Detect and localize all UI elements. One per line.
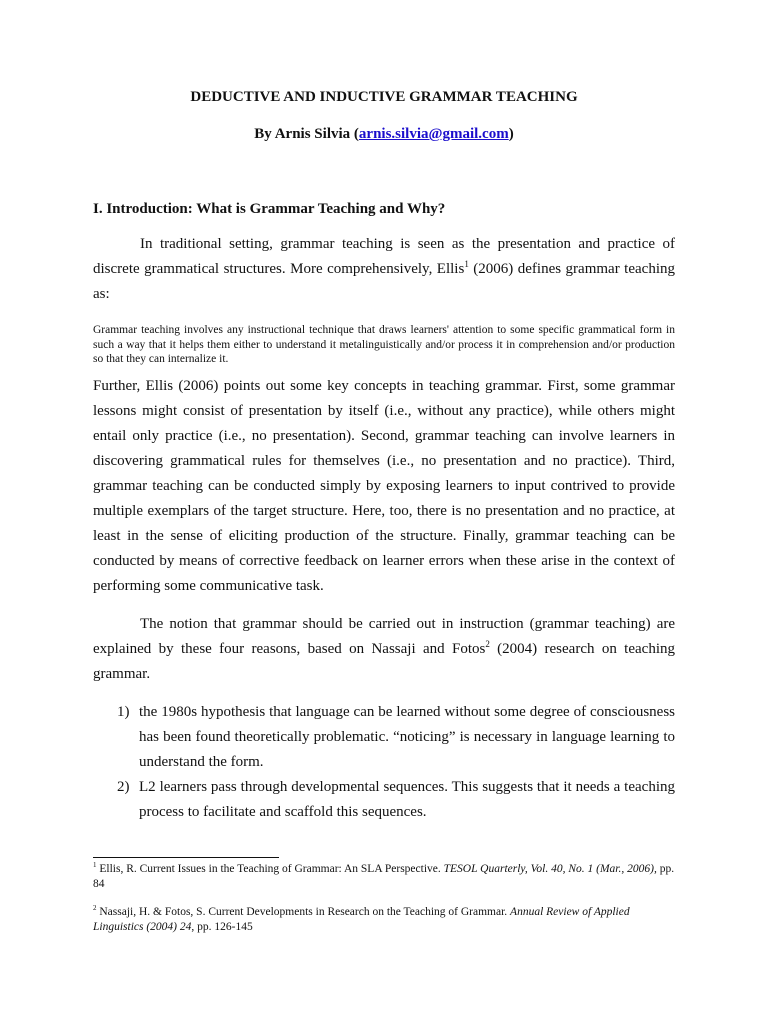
list-item-number: 2) [117, 779, 130, 795]
reasons-text-before: The notion that grammar should be carried out in instruction (grammar teaching) are explained by these four reasons, based on Nassaji and Fotos [93, 616, 675, 657]
reasons-text-after: (2004) research on teaching grammar. [93, 641, 675, 682]
list-item-text: L2 learners pass through developmental sequences. This suggests that it needs a teaching process to facilitate and scaffold this sequences. [139, 779, 675, 820]
footnote-pages: , pp. 126-145 [191, 920, 253, 933]
concepts-paragraph: Further, Ellis (2006) points out some key concepts in teaching grammar. First, some grammar lessons might consist of presentation by itself (i.e., without any practice), while others might entail only practice (i.e., no presentation). Second, grammar teaching can involve learners in discovering grammatical rules for themselves (i.e., no presentation and no practice). Third, grammar teaching can be conducted simply by exposing learners to input contrived to provide multiple exemplars of the target structure. Here, too, there is no presentation and no practice, at least in the sense of eliciting production of the structure. Finally, grammar teaching can be conducted by means of corrective feedback on learner errors when these arise in the context of performing some communicative task. [93, 378, 675, 594]
footnote-text: Nassaji, H. & Fotos, S. Current Developments in Research on the Teaching of Grammar. [96, 906, 511, 918]
list-item [93, 700, 675, 775]
footnote-ref-1[interactable]: 1 [464, 259, 469, 269]
footnote-divider [93, 857, 279, 858]
author-byline [0, 125, 768, 143]
section-heading: I. Introduction: What is Grammar Teaching and Why? [93, 201, 446, 217]
list-item-number: 1) [117, 704, 130, 720]
definition-quote: Grammar teaching involves any instructional technique that draws learners' attention to some specific grammatical form in such a way that it helps them either to understand it metalinguistically and/or process it in comprehension and/or production so that they can internalize it. [93, 324, 675, 365]
intro-text-after: (2006) defines grammar teaching as: [93, 261, 675, 302]
byline-prefix: By Arnis Silvia ( [254, 126, 359, 142]
intro-paragraph [93, 232, 675, 307]
list-item-text: the 1980s hypothesis that language can be learned without some degree of consciousness has been found theoretically problematic. “noticing” is necessary in language learning to understand the form. [139, 704, 675, 770]
footnote-pages: pp. 84 [93, 863, 675, 890]
footnote-1 [93, 862, 675, 891]
intro-text-before: In traditional setting, grammar teaching is seen as the presentation and practice of discrete grammatical structures. More comprehensively, Ellis [93, 236, 675, 277]
document-title: DEDUCTIVE AND INDUCTIVE GRAMMAR TEACHING [190, 89, 578, 105]
footnote-ref-2[interactable]: 2 [485, 639, 490, 649]
footnote-text: Ellis, R. Current Issues in the Teaching of Grammar: An SLA Perspective. [96, 863, 444, 875]
footnote-journal: TESOL Quarterly, Vol. 40, No. 1 (Mar., 2006), [443, 863, 657, 875]
author-email-link[interactable]: arnis.silvia@gmail.com [358, 126, 509, 142]
reasons-list [93, 700, 675, 825]
reasons-paragraph [93, 612, 675, 687]
byline-suffix: ) [508, 126, 514, 142]
footnote-2 [93, 905, 675, 934]
footnote-journal: Annual Review of Applied Linguistics (2004) 24 [93, 906, 630, 933]
footnote-marker: 2 [93, 904, 97, 913]
footnote-marker: 1 [93, 861, 97, 870]
list-item [93, 775, 675, 825]
